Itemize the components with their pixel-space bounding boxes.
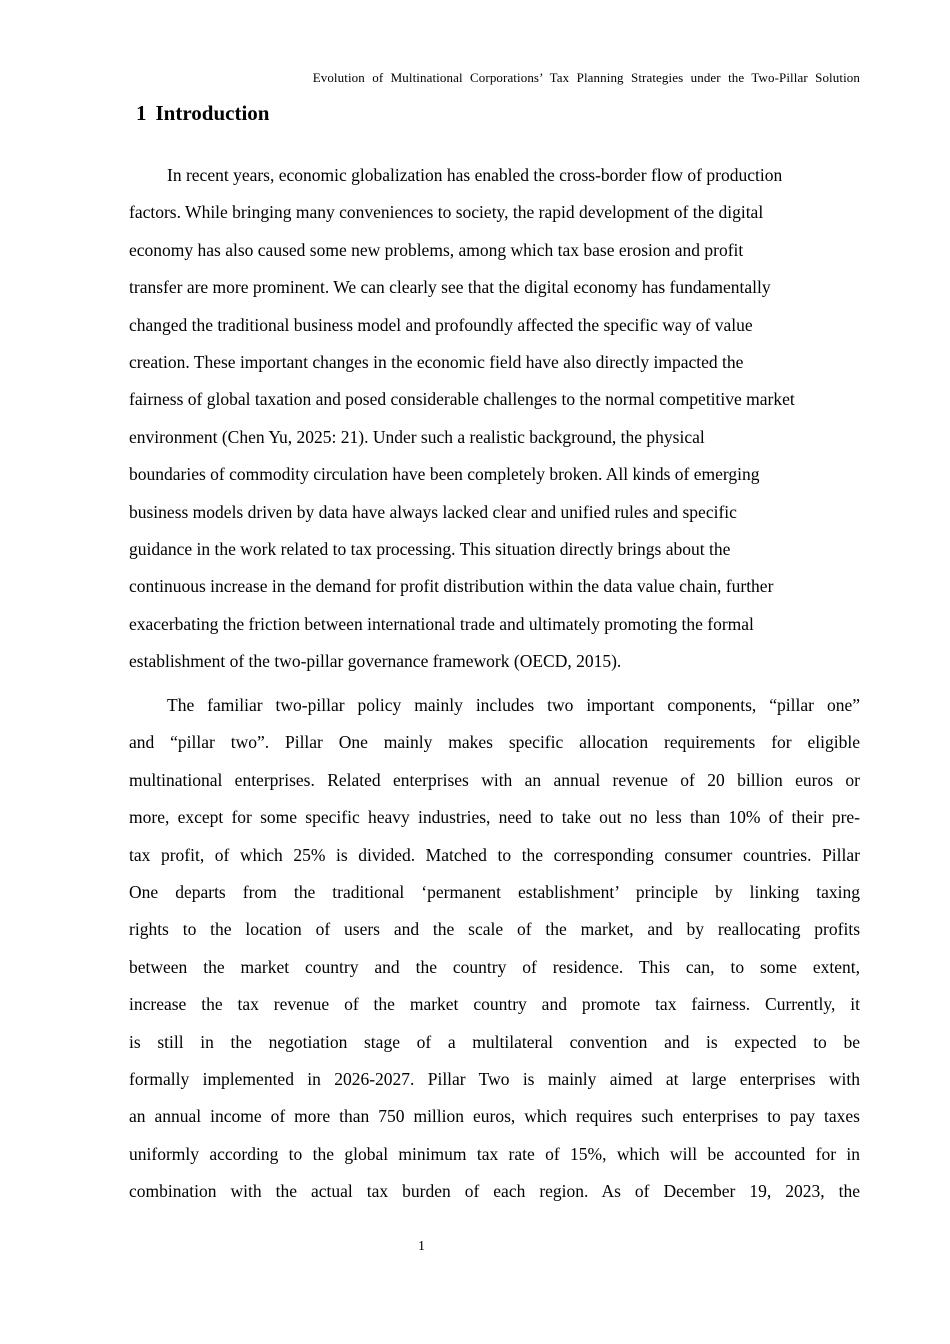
text-line: fairness of global taxation and posed considerable challenges to the normal competitive market (129, 389, 795, 410)
section-title: Introduction (155, 101, 270, 125)
text-line: In recent years, economic globalization has enabled the cross-border flow of production (167, 165, 783, 185)
text-line: boundaries of commodity circulation have been completely broken. All kinds of emerging (129, 464, 760, 485)
text-line: is still in the negotiation stage of a multilateral convention and is expected to be (129, 1031, 860, 1052)
text-line: uniformly according to the global minimum tax rate of 15%, which will be accounted for in (129, 1143, 860, 1164)
text-line: changed the traditional business model and profoundly affected the specific way of value (129, 314, 753, 335)
running-header: Evolution of Multinational Corporations’ Tax Planning Strategies under the Two-Pillar Solution (312, 70, 860, 85)
text-line: environment (Chen Yu, 2025: 21). Under such a realistic background, the physical (129, 426, 705, 447)
page-number: 1 (418, 1239, 425, 1254)
section-heading (136, 101, 269, 126)
text-line: economy has also caused some new problems, among which tax base erosion and profit (129, 239, 744, 260)
paragraph-1 (129, 157, 860, 681)
paragraph-2 (129, 687, 860, 1211)
text-line: more, except for some specific heavy industries, need to take out no less than 10% of their pre- (129, 807, 860, 828)
text-line: tax profit, of which 25% is divided. Matched to the corresponding consumer countries. Pillar (129, 844, 860, 865)
text-line: One departs from the traditional ‘permanent establishment’ principle by linking taxing (129, 882, 860, 903)
text-line: continuous increase in the demand for profit distribution within the data value chain, further (129, 576, 774, 597)
section-number: 1 (136, 101, 147, 125)
text-line: creation. These important changes in the economic field have also directly impacted the (129, 352, 744, 373)
text-line: The familiar two-pillar policy mainly includes two important components, “pillar one” (167, 695, 860, 715)
text-line: factors. While bringing many conveniences to society, the rapid development of the digital (129, 202, 764, 223)
text-line: transfer are more prominent. We can clearly see that the digital economy has fundamentally (129, 277, 771, 298)
text-line: business models driven by data have always lacked clear and unified rules and specific (129, 501, 737, 522)
text-line: multinational enterprises. Related enterprises with an annual revenue of 20 billion euros or (129, 769, 860, 790)
text-line: increase the tax revenue of the market country and promote tax fairness. Currently, it (129, 994, 860, 1015)
text-line: and “pillar two”. Pillar One mainly makes specific allocation requirements for eligible (129, 732, 860, 753)
text-line: an annual income of more than 750 million euros, which requires such enterprises to pay taxes (129, 1106, 860, 1127)
text-line: combination with the actual tax burden of each region. As of December 19, 2023, the (129, 1181, 860, 1202)
text-line: between the market country and the country of residence. This can, to some extent, (129, 956, 860, 977)
text-line: establishment of the two-pillar governance framework (OECD, 2015). (129, 651, 622, 672)
text-line: rights to the location of users and the scale of the market, and by reallocating profits (129, 919, 860, 940)
text-line: guidance in the work related to tax processing. This situation directly brings about the (129, 539, 731, 560)
text-line: formally implemented in 2026-2027. Pillar Two is mainly aimed at large enterprises with (129, 1069, 860, 1090)
text-line: exacerbating the friction between international trade and ultimately promoting the formal (129, 613, 754, 634)
